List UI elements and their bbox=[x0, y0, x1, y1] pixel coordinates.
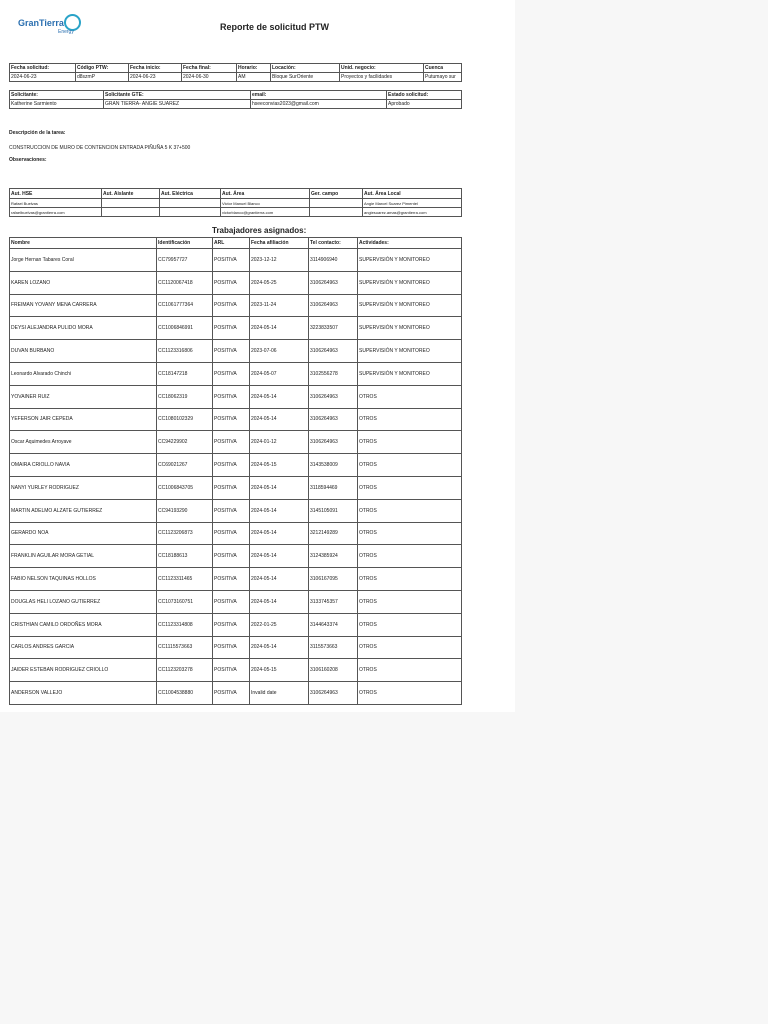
worker-affiliation-date: 2024-05-14 bbox=[250, 636, 309, 659]
value-cell: 2024-06-23 bbox=[129, 73, 182, 82]
header-cell: Aut. HSE bbox=[10, 189, 102, 199]
worker-name: Oscar Aquimedes Arroyave bbox=[10, 431, 157, 454]
header-cell: Ger. campo bbox=[310, 189, 363, 199]
worker-phone: 3212149289 bbox=[309, 522, 358, 545]
page-title: Reporte de solicitud PTW bbox=[220, 22, 330, 32]
table-row bbox=[10, 613, 462, 636]
page-background-bottom bbox=[0, 712, 768, 1024]
request-info-table bbox=[9, 63, 462, 82]
worker-phone: 3106264963 bbox=[309, 431, 358, 454]
status-value: Aprobado bbox=[387, 100, 462, 109]
header-cell: Aut. Área bbox=[221, 189, 310, 199]
worker-arl: POSITIVA bbox=[213, 431, 250, 454]
worker-activity: OTROS bbox=[358, 408, 462, 431]
worker-arl: POSITIVA bbox=[213, 636, 250, 659]
value-cell: Putumayo sur bbox=[424, 73, 462, 82]
auth-cell: Rafael Buelvas bbox=[10, 199, 102, 208]
request-info-value-row bbox=[10, 73, 462, 82]
email-link[interactable]: hseeconvias2023@gmail.com bbox=[251, 100, 387, 109]
worker-affiliation-date: 2024-05-25 bbox=[250, 271, 309, 294]
worker-phone: 3106264963 bbox=[309, 682, 358, 705]
table-row bbox=[10, 408, 462, 431]
worker-phone: 3143538009 bbox=[309, 454, 358, 477]
worker-activity: OTROS bbox=[358, 568, 462, 591]
header-cell: Actividades: bbox=[358, 238, 462, 249]
header-cell: Aut. Aislante bbox=[102, 189, 160, 199]
requester-info-value-row bbox=[10, 100, 462, 109]
worker-arl: POSITIVA bbox=[213, 476, 250, 499]
auth-cell: Angie Marcel Suarez Pimentel bbox=[363, 199, 462, 208]
company-logo bbox=[18, 13, 88, 39]
worker-phone: 3106160208 bbox=[309, 659, 358, 682]
auth-cell bbox=[102, 208, 160, 217]
worker-id: CC18062319 bbox=[157, 385, 213, 408]
table-row bbox=[10, 431, 462, 454]
table-row bbox=[10, 499, 462, 522]
worker-affiliation-date: 2024-05-14 bbox=[250, 408, 309, 431]
worker-id: CC94229902 bbox=[157, 431, 213, 454]
header-cell: Estado solicitud: bbox=[387, 91, 462, 100]
worker-activity: OTROS bbox=[358, 682, 462, 705]
value-cell: Proyectos y facilidades bbox=[340, 73, 424, 82]
workers-header-row bbox=[10, 238, 462, 249]
worker-name: DEYSI ALEJANDRA PULIDO MORA bbox=[10, 317, 157, 340]
worker-phone: 3106264963 bbox=[309, 385, 358, 408]
worker-id: CC1080102329 bbox=[157, 408, 213, 431]
table-row bbox=[10, 385, 462, 408]
worker-activity: OTROS bbox=[358, 385, 462, 408]
worker-affiliation-date: 2024-05-14 bbox=[250, 385, 309, 408]
worker-affiliation-date: 2024-05-15 bbox=[250, 454, 309, 477]
auth-email-link[interactable]: victorblanco@grantierra.com bbox=[221, 208, 310, 217]
worker-name: KAREN LOZANO bbox=[10, 271, 157, 294]
worker-arl: POSITIVA bbox=[213, 590, 250, 613]
table-row bbox=[10, 476, 462, 499]
header-cell: Unid. negocio: bbox=[340, 64, 424, 73]
header-cell: Locación: bbox=[271, 64, 340, 73]
table-row bbox=[10, 294, 462, 317]
worker-affiliation-date: 2023-11-24 bbox=[250, 294, 309, 317]
worker-affiliation-date: 2022-01-25 bbox=[250, 613, 309, 636]
table-row bbox=[10, 659, 462, 682]
worker-id: CC1006846991 bbox=[157, 317, 213, 340]
worker-affiliation-date: 2024-05-14 bbox=[250, 476, 309, 499]
worker-id: CC1004538880 bbox=[157, 682, 213, 705]
header-cell: Aut. Área Local bbox=[363, 189, 462, 199]
auth-cell bbox=[160, 199, 221, 208]
worker-arl: POSITIVA bbox=[213, 522, 250, 545]
worker-affiliation-date: 2024-01-12 bbox=[250, 431, 309, 454]
worker-phone: 3223833507 bbox=[309, 317, 358, 340]
worker-arl: POSITIVA bbox=[213, 568, 250, 591]
authorizations-header-row bbox=[10, 189, 462, 199]
worker-arl: POSITIVA bbox=[213, 294, 250, 317]
worker-phone: 3106264963 bbox=[309, 294, 358, 317]
worker-activity: OTROS bbox=[358, 659, 462, 682]
worker-id: CC1123316806 bbox=[157, 340, 213, 363]
auth-cell bbox=[310, 208, 363, 217]
header-cell: Solicitante GTE: bbox=[104, 91, 251, 100]
worker-name: FRANKLIN AGUILAR MORA GETIAL bbox=[10, 545, 157, 568]
worker-phone: 3106167095 bbox=[309, 568, 358, 591]
worker-id: CC1120067418 bbox=[157, 271, 213, 294]
table-row bbox=[10, 522, 462, 545]
report-sheet bbox=[0, 0, 515, 712]
workers-table-body bbox=[10, 249, 462, 705]
worker-id: CC1123314808 bbox=[157, 613, 213, 636]
worker-name: FABIO NELSON TAQUINAS HOLLOS bbox=[10, 568, 157, 591]
value-cell: 2024-06-23 bbox=[10, 73, 76, 82]
header-cell: Aut. Eléctrica bbox=[160, 189, 221, 199]
table-row bbox=[10, 636, 462, 659]
worker-activity: SUPERVISIÓN Y MONITOREO bbox=[358, 249, 462, 272]
table-row bbox=[10, 454, 462, 477]
worker-id: CC1123206873 bbox=[157, 522, 213, 545]
worker-arl: POSITIVA bbox=[213, 317, 250, 340]
worker-phone: 3106264963 bbox=[309, 271, 358, 294]
worker-activity: SUPERVISIÓN Y MONITOREO bbox=[358, 362, 462, 385]
worker-name: DOUGLAS HELI LOZANO GUTIERREZ bbox=[10, 590, 157, 613]
requester-info-header-row bbox=[10, 91, 462, 100]
worker-name: Leonardo Alvarado Chinchi bbox=[10, 362, 157, 385]
worker-id: CC1073160751 bbox=[157, 590, 213, 613]
auth-cell bbox=[102, 199, 160, 208]
worker-activity: OTROS bbox=[358, 431, 462, 454]
logo-text: GranTierra bbox=[18, 18, 64, 28]
worker-affiliation-date: 2024-05-14 bbox=[250, 522, 309, 545]
authorizations-table bbox=[9, 188, 462, 217]
worker-name: CARLOS ANDRES GARCIA bbox=[10, 636, 157, 659]
worker-phone: 3133745357 bbox=[309, 590, 358, 613]
value-cell: AM bbox=[237, 73, 271, 82]
table-row bbox=[10, 317, 462, 340]
header-cell: Fecha solicitud: bbox=[10, 64, 76, 73]
authorizations-row bbox=[10, 199, 462, 208]
worker-arl: POSITIVA bbox=[213, 659, 250, 682]
worker-affiliation-date: 2024-05-14 bbox=[250, 568, 309, 591]
worker-name: YOVAINER RUIZ bbox=[10, 385, 157, 408]
header-cell: Fecha final: bbox=[182, 64, 237, 73]
worker-id: CC94193290 bbox=[157, 499, 213, 522]
worker-affiliation-date: 2023-07-06 bbox=[250, 340, 309, 363]
page-background-right bbox=[515, 0, 768, 712]
worker-activity: OTROS bbox=[358, 590, 462, 613]
worker-phone: 3114906940 bbox=[309, 249, 358, 272]
worker-name: JAIDER ESTEBAN RODRIGUEZ CRIOLLO bbox=[10, 659, 157, 682]
auth-cell bbox=[310, 199, 363, 208]
worker-phone: 3115573663 bbox=[309, 636, 358, 659]
logo-subtext: Energy bbox=[58, 29, 74, 35]
table-row bbox=[10, 249, 462, 272]
workers-table bbox=[9, 237, 462, 705]
worker-affiliation-date: Invalid date bbox=[250, 682, 309, 705]
worker-affiliation-date: 2024-05-14 bbox=[250, 317, 309, 340]
worker-activity: OTROS bbox=[358, 613, 462, 636]
table-row bbox=[10, 568, 462, 591]
worker-activity: OTROS bbox=[358, 499, 462, 522]
worker-phone: 3144643374 bbox=[309, 613, 358, 636]
worker-name: GERARDO NOA bbox=[10, 522, 157, 545]
worker-id: CC1115573663 bbox=[157, 636, 213, 659]
header-cell: Nombre bbox=[10, 238, 157, 249]
worker-id: CC1006843705 bbox=[157, 476, 213, 499]
header-cell: Código PTW: bbox=[76, 64, 129, 73]
worker-activity: SUPERVISIÓN Y MONITOREO bbox=[358, 317, 462, 340]
worker-name: FREIMAN YOVANY MENA CARRERA bbox=[10, 294, 157, 317]
worker-id: CC18188613 bbox=[157, 545, 213, 568]
value-cell: d8szmP bbox=[76, 73, 129, 82]
worker-affiliation-date: 2024-05-07 bbox=[250, 362, 309, 385]
worker-phone: 3124385924 bbox=[309, 545, 358, 568]
header-cell: email: bbox=[251, 91, 387, 100]
table-row bbox=[10, 340, 462, 363]
request-info-header-row bbox=[10, 64, 462, 73]
worker-phone: 3102556278 bbox=[309, 362, 358, 385]
worker-arl: POSITIVA bbox=[213, 249, 250, 272]
header-cell: Solicitante: bbox=[10, 91, 104, 100]
value-cell: GRAN TIERRA- ANGIE SUAREZ bbox=[104, 100, 251, 109]
worker-arl: POSITIVA bbox=[213, 613, 250, 636]
table-row bbox=[10, 271, 462, 294]
worker-phone: 3145105091 bbox=[309, 499, 358, 522]
worker-affiliation-date: 2024-05-14 bbox=[250, 545, 309, 568]
worker-name: OMAIRA CRIOLLO NAVIA bbox=[10, 454, 157, 477]
worker-phone: 3106264963 bbox=[309, 408, 358, 431]
table-row bbox=[10, 362, 462, 385]
worker-arl: POSITIVA bbox=[213, 408, 250, 431]
value-cell: Bloque SurOriente bbox=[271, 73, 340, 82]
worker-name: DUVAN BURBANO bbox=[10, 340, 157, 363]
auth-email-link[interactable]: angiesuarez.amas@grantierra.com bbox=[363, 208, 462, 217]
requester-info-table bbox=[9, 90, 462, 109]
worker-arl: POSITIVA bbox=[213, 362, 250, 385]
value-cell: Katherine Sarmiento bbox=[10, 100, 104, 109]
worker-phone: 3118594469 bbox=[309, 476, 358, 499]
header-cell: Tel contacto: bbox=[309, 238, 358, 249]
worker-arl: POSITIVA bbox=[213, 545, 250, 568]
task-description-label: Descripción de la tarea: bbox=[9, 130, 66, 136]
worker-arl: POSITIVA bbox=[213, 682, 250, 705]
authorizations-row bbox=[10, 208, 462, 217]
worker-activity: OTROS bbox=[358, 454, 462, 477]
worker-id: CC1061777364 bbox=[157, 294, 213, 317]
worker-affiliation-date: 2024-05-15 bbox=[250, 659, 309, 682]
value-cell: 2024-06-30 bbox=[182, 73, 237, 82]
header-cell: ARL bbox=[213, 238, 250, 249]
worker-id: CC1123203278 bbox=[157, 659, 213, 682]
worker-activity: OTROS bbox=[358, 522, 462, 545]
worker-name: Jorge Hernan Tabares Coral bbox=[10, 249, 157, 272]
table-row bbox=[10, 682, 462, 705]
table-row bbox=[10, 590, 462, 613]
worker-arl: POSITIVA bbox=[213, 385, 250, 408]
worker-name: CRISTHIAN CAMILO ORDOÑES MORA bbox=[10, 613, 157, 636]
worker-arl: POSITIVA bbox=[213, 340, 250, 363]
worker-affiliation-date: 2023-12-12 bbox=[250, 249, 309, 272]
worker-arl: POSITIVA bbox=[213, 271, 250, 294]
header-cell: Cuenca bbox=[424, 64, 462, 73]
worker-id: CC1123311465 bbox=[157, 568, 213, 591]
worker-activity: OTROS bbox=[358, 476, 462, 499]
worker-arl: POSITIVA bbox=[213, 454, 250, 477]
auth-cell bbox=[160, 208, 221, 217]
worker-phone: 3106264963 bbox=[309, 340, 358, 363]
header-cell: Fecha inicio: bbox=[129, 64, 182, 73]
auth-cell: Victor Manuel Blanco bbox=[221, 199, 310, 208]
workers-section-title: Trabajadores asignados: bbox=[212, 226, 307, 235]
worker-activity: SUPERVISIÓN Y MONITOREO bbox=[358, 294, 462, 317]
worker-activity: SUPERVISIÓN Y MONITOREO bbox=[358, 271, 462, 294]
worker-affiliation-date: 2024-05-14 bbox=[250, 499, 309, 522]
worker-activity: OTROS bbox=[358, 636, 462, 659]
worker-affiliation-date: 2024-05-14 bbox=[250, 590, 309, 613]
worker-name: YEFERSON JAIR CEPEDA bbox=[10, 408, 157, 431]
header-cell: Horario: bbox=[237, 64, 271, 73]
worker-name: NANYI YURLEY RODRIGUEZ bbox=[10, 476, 157, 499]
worker-activity: OTROS bbox=[358, 545, 462, 568]
header-cell: Fecha afiliación bbox=[250, 238, 309, 249]
task-description: CONSTRUCCION DE MURO DE CONTENCION ENTRADA PIÑUÑA 5 K 37+500 bbox=[9, 145, 191, 151]
worker-id: CC18147218 bbox=[157, 362, 213, 385]
worker-id: CC79957727 bbox=[157, 249, 213, 272]
worker-name: MARTIN ADELMO ALZATE GUTIERREZ bbox=[10, 499, 157, 522]
worker-name: ANDERSON VALLEJO bbox=[10, 682, 157, 705]
worker-activity: SUPERVISIÓN Y MONITOREO bbox=[358, 340, 462, 363]
worker-arl: POSITIVA bbox=[213, 499, 250, 522]
auth-email-link[interactable]: rafaelbuelvas@grantierra.com bbox=[10, 208, 102, 217]
header-cell: Identificación bbox=[157, 238, 213, 249]
observations-label: Observaciones: bbox=[9, 157, 47, 163]
worker-id: CC69021267 bbox=[157, 454, 213, 477]
table-row bbox=[10, 545, 462, 568]
